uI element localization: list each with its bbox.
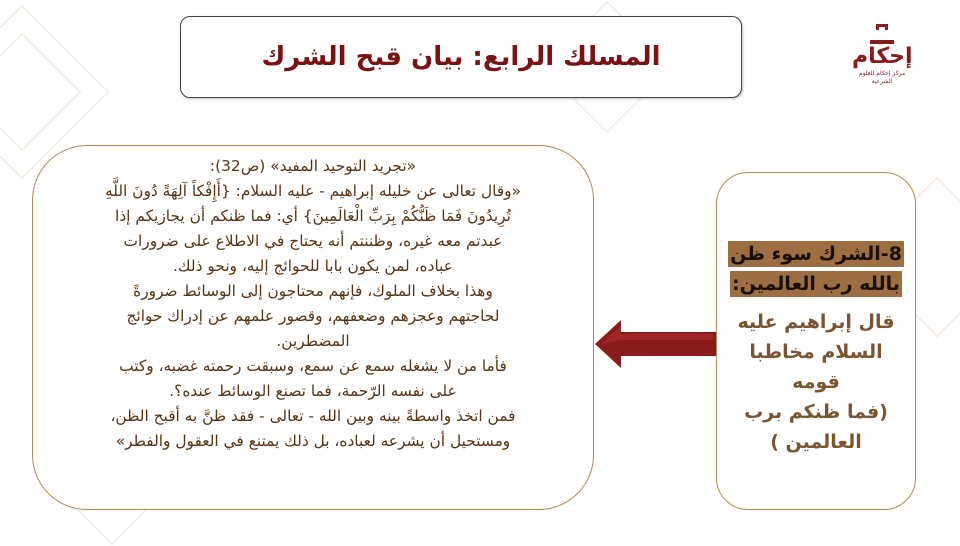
- title-box: [180, 16, 742, 98]
- quote-line: «تجريد التوحيد المفيد» (ص32):: [209, 157, 417, 175]
- point-body: [717, 307, 915, 457]
- slide-title: المسلك الرابع: بيان قبح الشرك: [261, 42, 661, 72]
- point-body-line: العالمين ): [770, 431, 862, 453]
- quote-line: فأما من لا يشغله سمع عن سمع، وسبقت رحمته غضبه، وكتب: [119, 357, 507, 375]
- quote-line: على نفسه الرّحمة، فما تصنع الوسائط عنده؟.: [169, 382, 457, 400]
- point-heading: 8-الشرك سوء ظن: [730, 243, 902, 265]
- quote-line: المضطرين.: [276, 332, 350, 350]
- quote-line: تُرِيدُونَ فَمَا ظَنُّكُمْ بِرَبِّ الْعَالَمِينَ} أي: فما ظنكم أن يجازيكم إذا: [115, 207, 511, 225]
- quote-line: لحاجتهم وعجزهم وضعفهم، وقصور علمهم عن إدراك حوائج: [126, 307, 500, 325]
- point-heading: بالله رب العالمين:: [732, 273, 900, 295]
- point-body-line: (فما ظنكم برب: [744, 401, 888, 423]
- logo: [852, 24, 912, 94]
- quote-line: ومستحيل أن يشرعه لعباده، بل ذلك يمتنع في العقول والفطر»: [115, 432, 511, 450]
- arrow-left-icon: [595, 320, 717, 368]
- point-body-line: السلام مخاطبا قومه: [749, 341, 883, 393]
- point-panel: [716, 172, 916, 510]
- quote-line: فمن اتخذ واسطةً بينه وبين الله - تعالى - فقد ظنَّ به أقبح الظن،: [110, 407, 516, 425]
- logo-word: إحكام: [852, 44, 913, 69]
- quote-panel: [32, 145, 594, 510]
- logo-emblem-icon: [870, 24, 894, 44]
- point-body-line: قال إبراهيم عليه: [737, 311, 895, 333]
- quote-line: وهذا بخلاف الملوك، فإنهم محتاجون إلى الوسائط ضرورةً: [133, 282, 493, 300]
- quote-line: «وقال تعالى عن خليله إبراهيم - عليه السلام: {أَإِفْكاً آلِهَةً دُونَ اللَّهِ: [104, 182, 522, 200]
- quote-line: عباده، لمن يكون بابا للحوائج إليه، ونحو ذلك.: [173, 257, 453, 275]
- logo-subtitle: مركز إحكام للعلوم الشرعية: [858, 70, 906, 85]
- quote-line: عبدتم معه غيره، وظننتم أنه يحتاج في الاطلاع على ضرورات: [123, 232, 503, 250]
